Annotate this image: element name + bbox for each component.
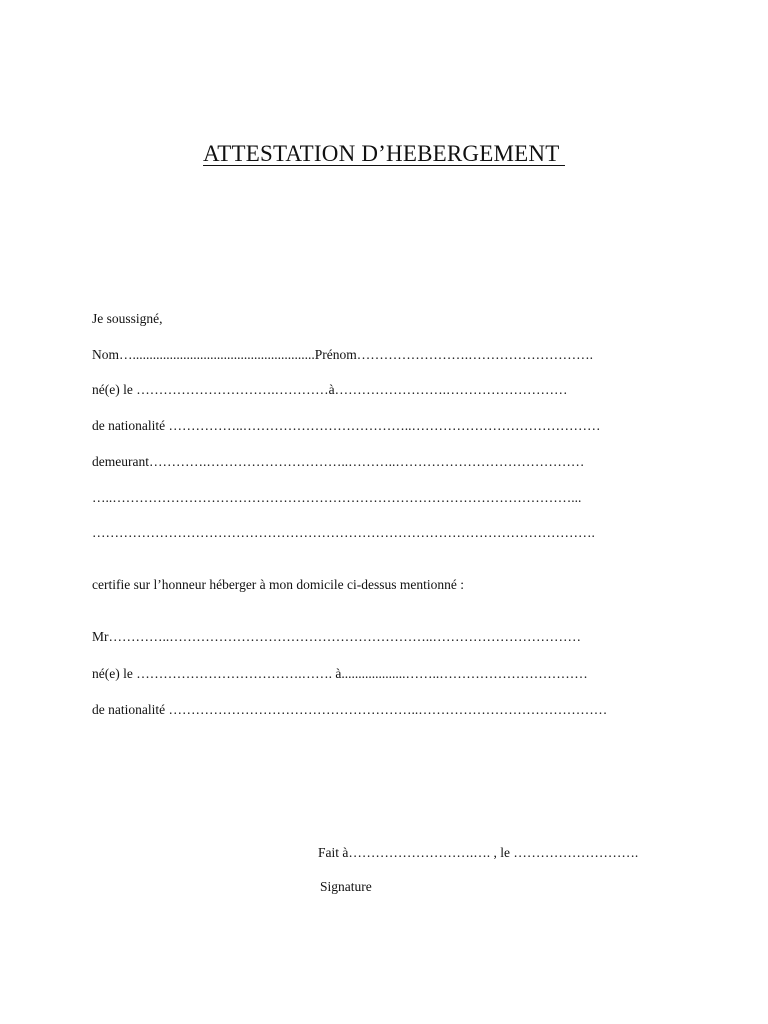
line-nom-prenom: Nom…......................................................Prénom…………………….………………………. [92,347,593,362]
line-je-soussigne: Je soussigné, [92,311,163,326]
line-demeurant: demeurant………….…………………………..………..…………………………………… [92,454,585,469]
line-address-continuation-2: …………………………………………………………………………………………………. [92,525,595,540]
signature-label: Signature [320,879,372,894]
document-title: ATTESTATION D’HEBERGEMENT [203,141,565,166]
line-fait-a: Fait à……………………….…. , le ………………………. [318,845,639,860]
line-guest-ne-le: né(e) le ……………………………….……. à...................……..…………………………… [92,666,588,681]
line-certifie: certifie sur l’honneur héberger à mon domicile ci-dessus mentionné : [92,577,465,592]
line-nationalite: de nationalité ……………..………………………………..…………………………………… [92,418,601,433]
line-address-continuation-1: …..…………………………………………………………………………………………... [92,490,582,505]
line-mr: Mr…………..…………………………………………………..…………………………… [92,629,581,644]
line-guest-nationalite: de nationalité ………………………………………………..…………………………………… [92,702,608,717]
line-ne-le: né(e) le ………………………….…………à…………………….……………………… [92,382,568,397]
